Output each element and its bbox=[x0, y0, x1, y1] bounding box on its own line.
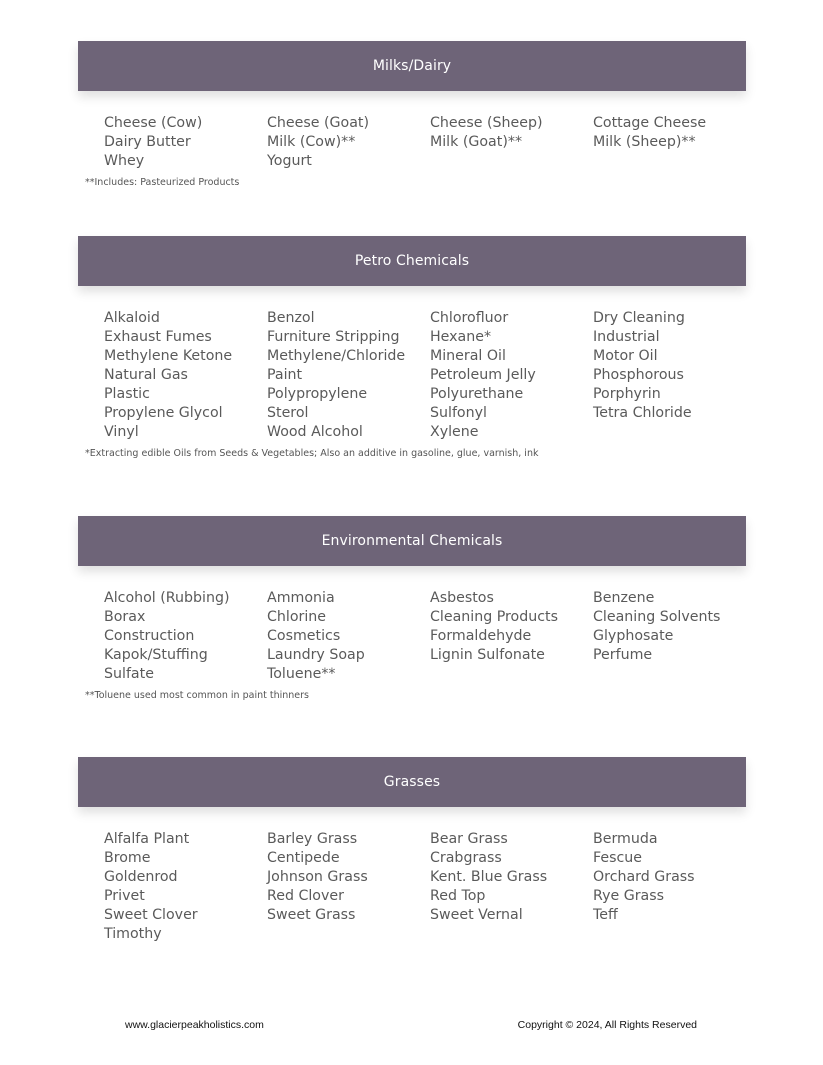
list-item: Brome bbox=[104, 850, 151, 866]
list-item: Timothy bbox=[104, 926, 162, 942]
list-item: Glyphosate bbox=[593, 628, 674, 644]
list-item: Paint bbox=[267, 367, 303, 383]
list-item: Crabgrass bbox=[430, 850, 502, 866]
list-item: Sulfonyl bbox=[430, 405, 487, 421]
list-item: Cheese (Sheep) bbox=[430, 115, 543, 131]
list-item: Perfume bbox=[593, 647, 653, 663]
list-item: Borax bbox=[104, 609, 146, 625]
list-item: Sterol bbox=[267, 405, 309, 421]
list-item: Methylene Ketone bbox=[104, 348, 233, 364]
list-item: Alcohol (Rubbing) bbox=[104, 590, 230, 606]
list-item: Wood Alcohol bbox=[267, 424, 363, 440]
list-item: Sweet Grass bbox=[267, 907, 356, 923]
list-item: Polypropylene bbox=[267, 386, 368, 402]
footer-website: www.glacierpeakholistics.com bbox=[125, 1019, 264, 1031]
item-grid bbox=[78, 309, 746, 442]
list-item: Cosmetics bbox=[267, 628, 341, 644]
list-item: Rye Grass bbox=[593, 888, 665, 904]
list-item: Whey bbox=[104, 153, 145, 169]
list-item: Cleaning Products bbox=[430, 609, 558, 625]
list-item: Formaldehyde bbox=[430, 628, 532, 644]
list-item: Red Top bbox=[430, 888, 486, 904]
list-item: Dry Cleaning bbox=[593, 310, 685, 326]
list-item: Cottage Cheese bbox=[593, 115, 707, 131]
list-item: Exhaust Fumes bbox=[104, 329, 212, 345]
section-petro-chemicals bbox=[78, 236, 746, 459]
list-item: Kapok/Stuffing bbox=[104, 647, 208, 663]
section-title: Grasses bbox=[78, 757, 746, 807]
list-item: Kent. Blue Grass bbox=[430, 869, 548, 885]
section-title: Environmental Chemicals bbox=[78, 516, 746, 566]
list-item: Alfalfa Plant bbox=[104, 831, 190, 847]
list-item: Porphyrin bbox=[593, 386, 661, 402]
item-grid bbox=[78, 114, 746, 171]
list-item: Goldenrod bbox=[104, 869, 178, 885]
list-item: Sweet Clover bbox=[104, 907, 198, 923]
list-item: Furniture Stripping bbox=[267, 329, 400, 345]
list-item: Lignin Sulfonate bbox=[430, 647, 545, 663]
list-item: Dairy Butter bbox=[104, 134, 191, 150]
list-item: Laundry Soap bbox=[267, 647, 365, 663]
list-item: Cleaning Solvents bbox=[593, 609, 721, 625]
list-item: Natural Gas bbox=[104, 367, 188, 383]
list-item: Centipede bbox=[267, 850, 340, 866]
section-grasses bbox=[78, 757, 746, 944]
list-item: Toluene** bbox=[267, 666, 336, 682]
list-item: Phosphorous bbox=[593, 367, 684, 383]
list-item: Chlorine bbox=[267, 609, 327, 625]
item-grid bbox=[78, 830, 746, 944]
list-item: Hexane* bbox=[430, 329, 492, 345]
list-item: Alkaloid bbox=[104, 310, 160, 326]
list-item: Plastic bbox=[104, 386, 150, 402]
footer-copyright: Copyright © 2024, All Rights Reserved bbox=[517, 1019, 697, 1031]
list-item: Sweet Vernal bbox=[430, 907, 523, 923]
list-item: Fescue bbox=[593, 850, 643, 866]
list-item: Benzol bbox=[267, 310, 315, 326]
section-milks-dairy bbox=[78, 41, 746, 188]
list-item: Bermuda bbox=[593, 831, 658, 847]
list-item: Cheese (Goat) bbox=[267, 115, 369, 131]
list-item: Teff bbox=[593, 907, 618, 923]
list-item: Ammonia bbox=[267, 590, 335, 606]
list-item: Orchard Grass bbox=[593, 869, 695, 885]
list-item: Chlorofluor bbox=[430, 310, 509, 326]
list-item: Industrial bbox=[593, 329, 660, 345]
list-item: Johnson Grass bbox=[267, 869, 368, 885]
list-item: Bear Grass bbox=[430, 831, 508, 847]
list-item: Mineral Oil bbox=[430, 348, 506, 364]
list-item: Privet bbox=[104, 888, 145, 904]
list-item: Milk (Cow)** bbox=[267, 134, 356, 150]
list-item: Red Clover bbox=[267, 888, 344, 904]
list-item: Propylene Glycol bbox=[104, 405, 223, 421]
section-note: **Includes: Pasteurized Products bbox=[85, 177, 240, 188]
list-item: Benzene bbox=[593, 590, 655, 606]
list-item: Petroleum Jelly bbox=[430, 367, 536, 383]
list-item: Methylene/Chloride bbox=[267, 348, 406, 364]
list-item: Motor Oil bbox=[593, 348, 658, 364]
list-item: Milk (Sheep)** bbox=[593, 134, 696, 150]
section-title: Petro Chemicals bbox=[78, 236, 746, 286]
list-item: Barley Grass bbox=[267, 831, 358, 847]
section-note: *Extracting edible Oils from Seeds & Vegetables; Also an additive in gasoline, glue, varnish, ink bbox=[85, 448, 539, 459]
list-item: Vinyl bbox=[104, 424, 139, 440]
list-item: Yogurt bbox=[267, 153, 312, 169]
item-grid bbox=[78, 589, 746, 684]
list-item: Polyurethane bbox=[430, 386, 524, 402]
list-item: Tetra Chloride bbox=[593, 405, 692, 421]
list-item: Sulfate bbox=[104, 666, 154, 682]
list-item: Xylene bbox=[430, 424, 479, 440]
section-note: **Toluene used most common in paint thinners bbox=[85, 690, 309, 701]
section-environmental-chemicals bbox=[78, 516, 746, 701]
section-title: Milks/Dairy bbox=[78, 41, 746, 91]
list-item: Milk (Goat)** bbox=[430, 134, 523, 150]
list-item: Asbestos bbox=[430, 590, 494, 606]
list-item: Construction bbox=[104, 628, 195, 644]
list-item: Cheese (Cow) bbox=[104, 115, 203, 131]
